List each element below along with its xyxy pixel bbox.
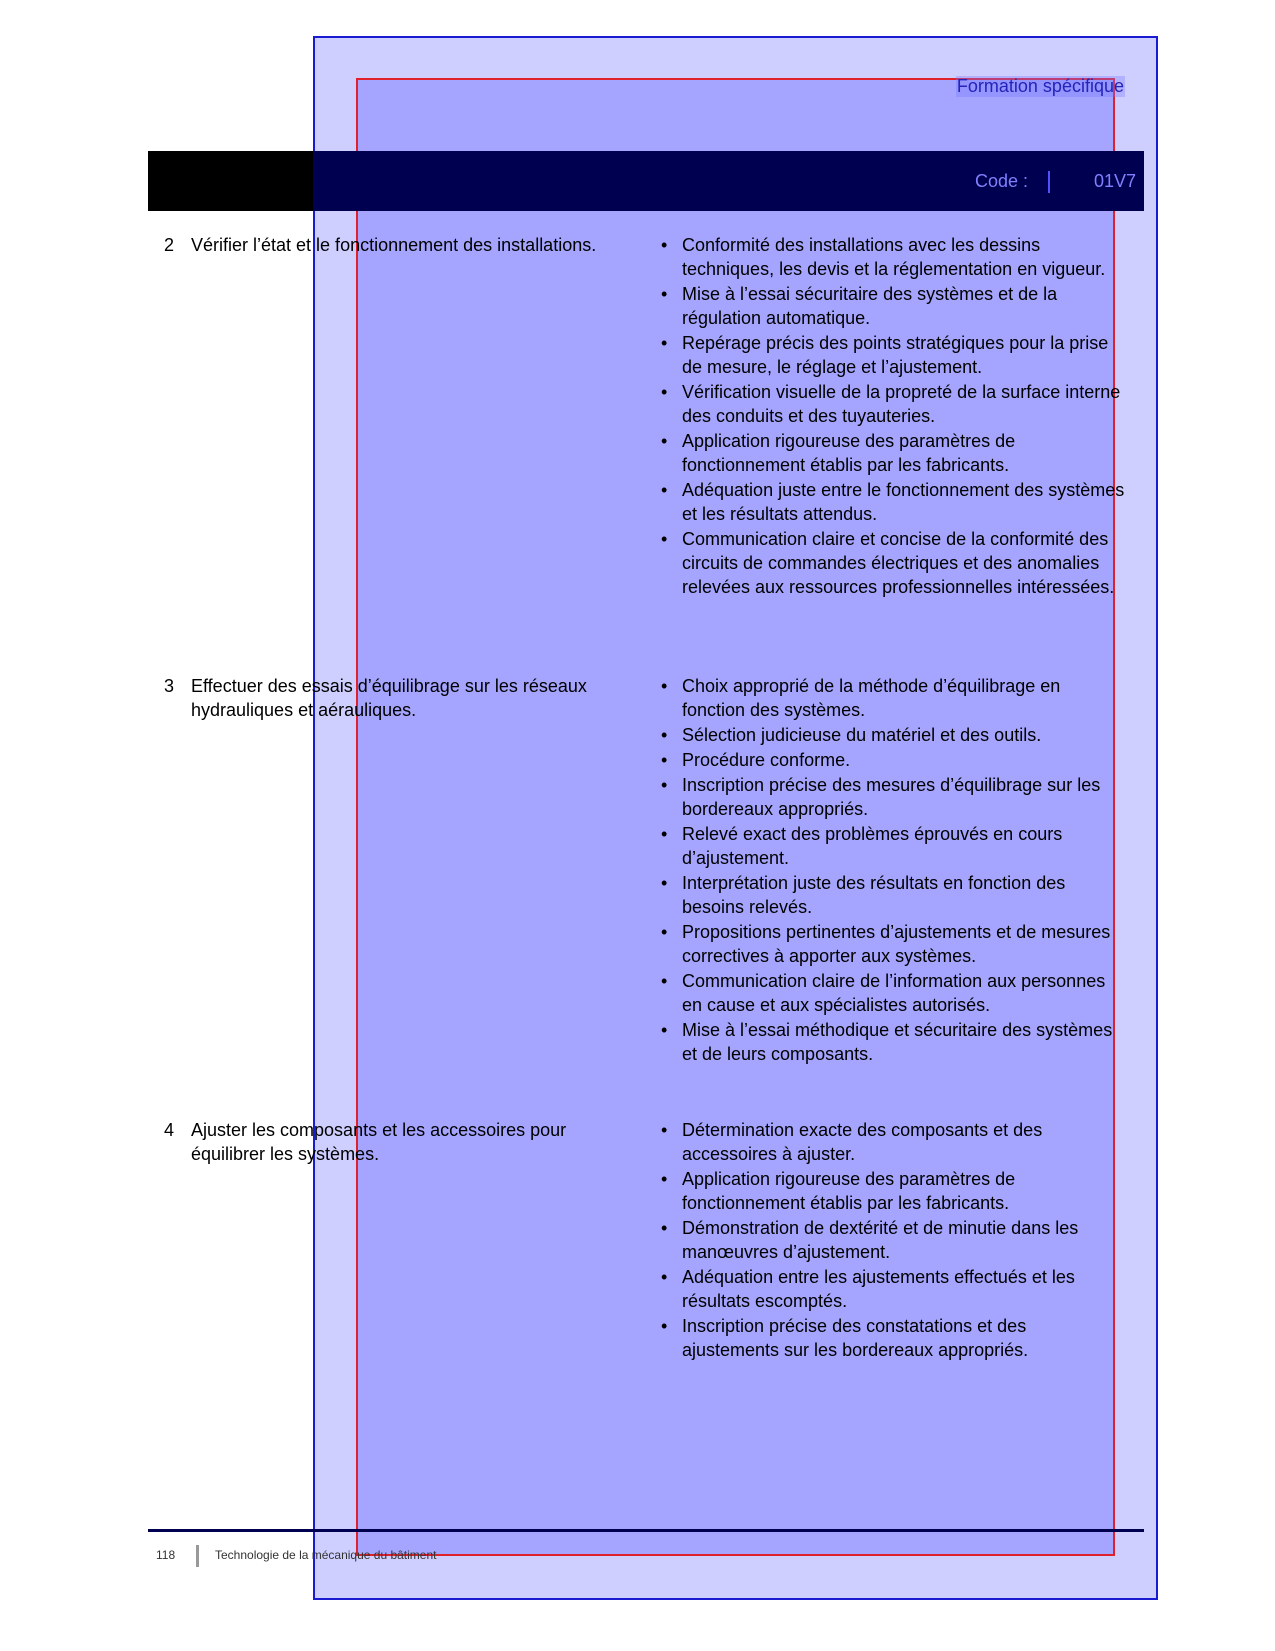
criterion-item: • Détermination exacte des composants et des accessoires à ajuster. (658, 1118, 1128, 1166)
criteria-list-2 (658, 233, 1128, 600)
criterion-item: • Interprétation juste des résultats en fonction des besoins relevés. (658, 871, 1128, 919)
page-footer (156, 1545, 436, 1567)
criterion-item: • Communication claire et concise de la conformité des circuits de commandes électriques et des anomalies relevées aux ressources professionnelles intéressées. (658, 527, 1128, 599)
element-row-2 (164, 233, 634, 257)
element-number: 4 (164, 1120, 175, 1140)
publication-title: Technologie de la mécanique du bâtiment (215, 1548, 437, 1563)
footer-rule (148, 1529, 1144, 1532)
code-value: 01V7 (1093, 171, 1136, 191)
element-number: 3 (164, 676, 175, 696)
criteria-list-4 (658, 1118, 1128, 1363)
footer-divider (196, 1545, 199, 1567)
element-text: Effectuer des essais d’équilibrage sur les réseaux hydrauliques et aérauliques. (191, 676, 587, 720)
element-text: Ajuster les composants et les accessoires pour équilibrer les systèmes. (191, 1120, 567, 1164)
criterion-item: • Choix approprié de la méthode d’équilibrage en fonction des systèmes. (658, 674, 1128, 722)
criterion-item: • Conformité des installations avec les dessins techniques, les devis et la réglementation en vigueur. (658, 233, 1128, 281)
criteria-list-3 (658, 674, 1128, 1067)
element-number: 2 (164, 235, 175, 255)
element-text: Vérifier l’état et le fonctionnement des installations. (191, 235, 597, 255)
code-label: Code : (974, 171, 1028, 191)
code-band (148, 151, 1144, 211)
page-header-title: Formation spécifique (956, 76, 1124, 96)
criterion-item: • Procédure conforme. (658, 748, 1128, 772)
criterion-item: • Relevé exact des problèmes éprouvés en cours d’ajustement. (658, 822, 1128, 870)
criterion-item: • Mise à l’essai sécuritaire des systèmes et de la régulation automatique. (658, 282, 1128, 330)
element-row-4 (164, 1118, 634, 1166)
code-band-black-block (148, 151, 313, 211)
criterion-item: • Communication claire de l’information aux personnes en cause et aux spécialistes autorisés. (658, 969, 1128, 1017)
criterion-item: • Mise à l’essai méthodique et sécuritaire des systèmes et de leurs composants. (658, 1018, 1128, 1066)
element-row-3 (164, 674, 634, 722)
page-number: 118 (156, 1548, 176, 1563)
criterion-item: • Adéquation juste entre le fonctionnement des systèmes et les résultats attendus. (658, 478, 1128, 526)
criterion-item: • Sélection judicieuse du matériel et des outils. (658, 723, 1128, 747)
criterion-item: • Démonstration de dextérité et de minutie dans les manœuvres d’ajustement. (658, 1216, 1128, 1264)
criterion-item: • Adéquation entre les ajustements effectués et les résultats escomptés. (658, 1265, 1128, 1313)
criterion-item: • Application rigoureuse des paramètres de fonctionnement établis par les fabricants. (658, 429, 1128, 477)
code-separator (1048, 171, 1050, 193)
criterion-item: • Inscription précise des mesures d’équilibrage sur les bordereaux appropriés. (658, 773, 1128, 821)
criterion-item: • Vérification visuelle de la propreté de la surface interne des conduits et des tuyauteries. (658, 380, 1128, 428)
criterion-item: • Inscription précise des constatations et des ajustements sur les bordereaux appropriés. (658, 1314, 1128, 1362)
criterion-item: • Propositions pertinentes d’ajustements et de mesures correctives à apporter aux systèmes. (658, 920, 1128, 968)
criterion-item: • Application rigoureuse des paramètres de fonctionnement établis par les fabricants. (658, 1167, 1128, 1215)
criterion-item: • Repérage précis des points stratégiques pour la prise de mesure, le réglage et l’ajustement. (658, 331, 1128, 379)
